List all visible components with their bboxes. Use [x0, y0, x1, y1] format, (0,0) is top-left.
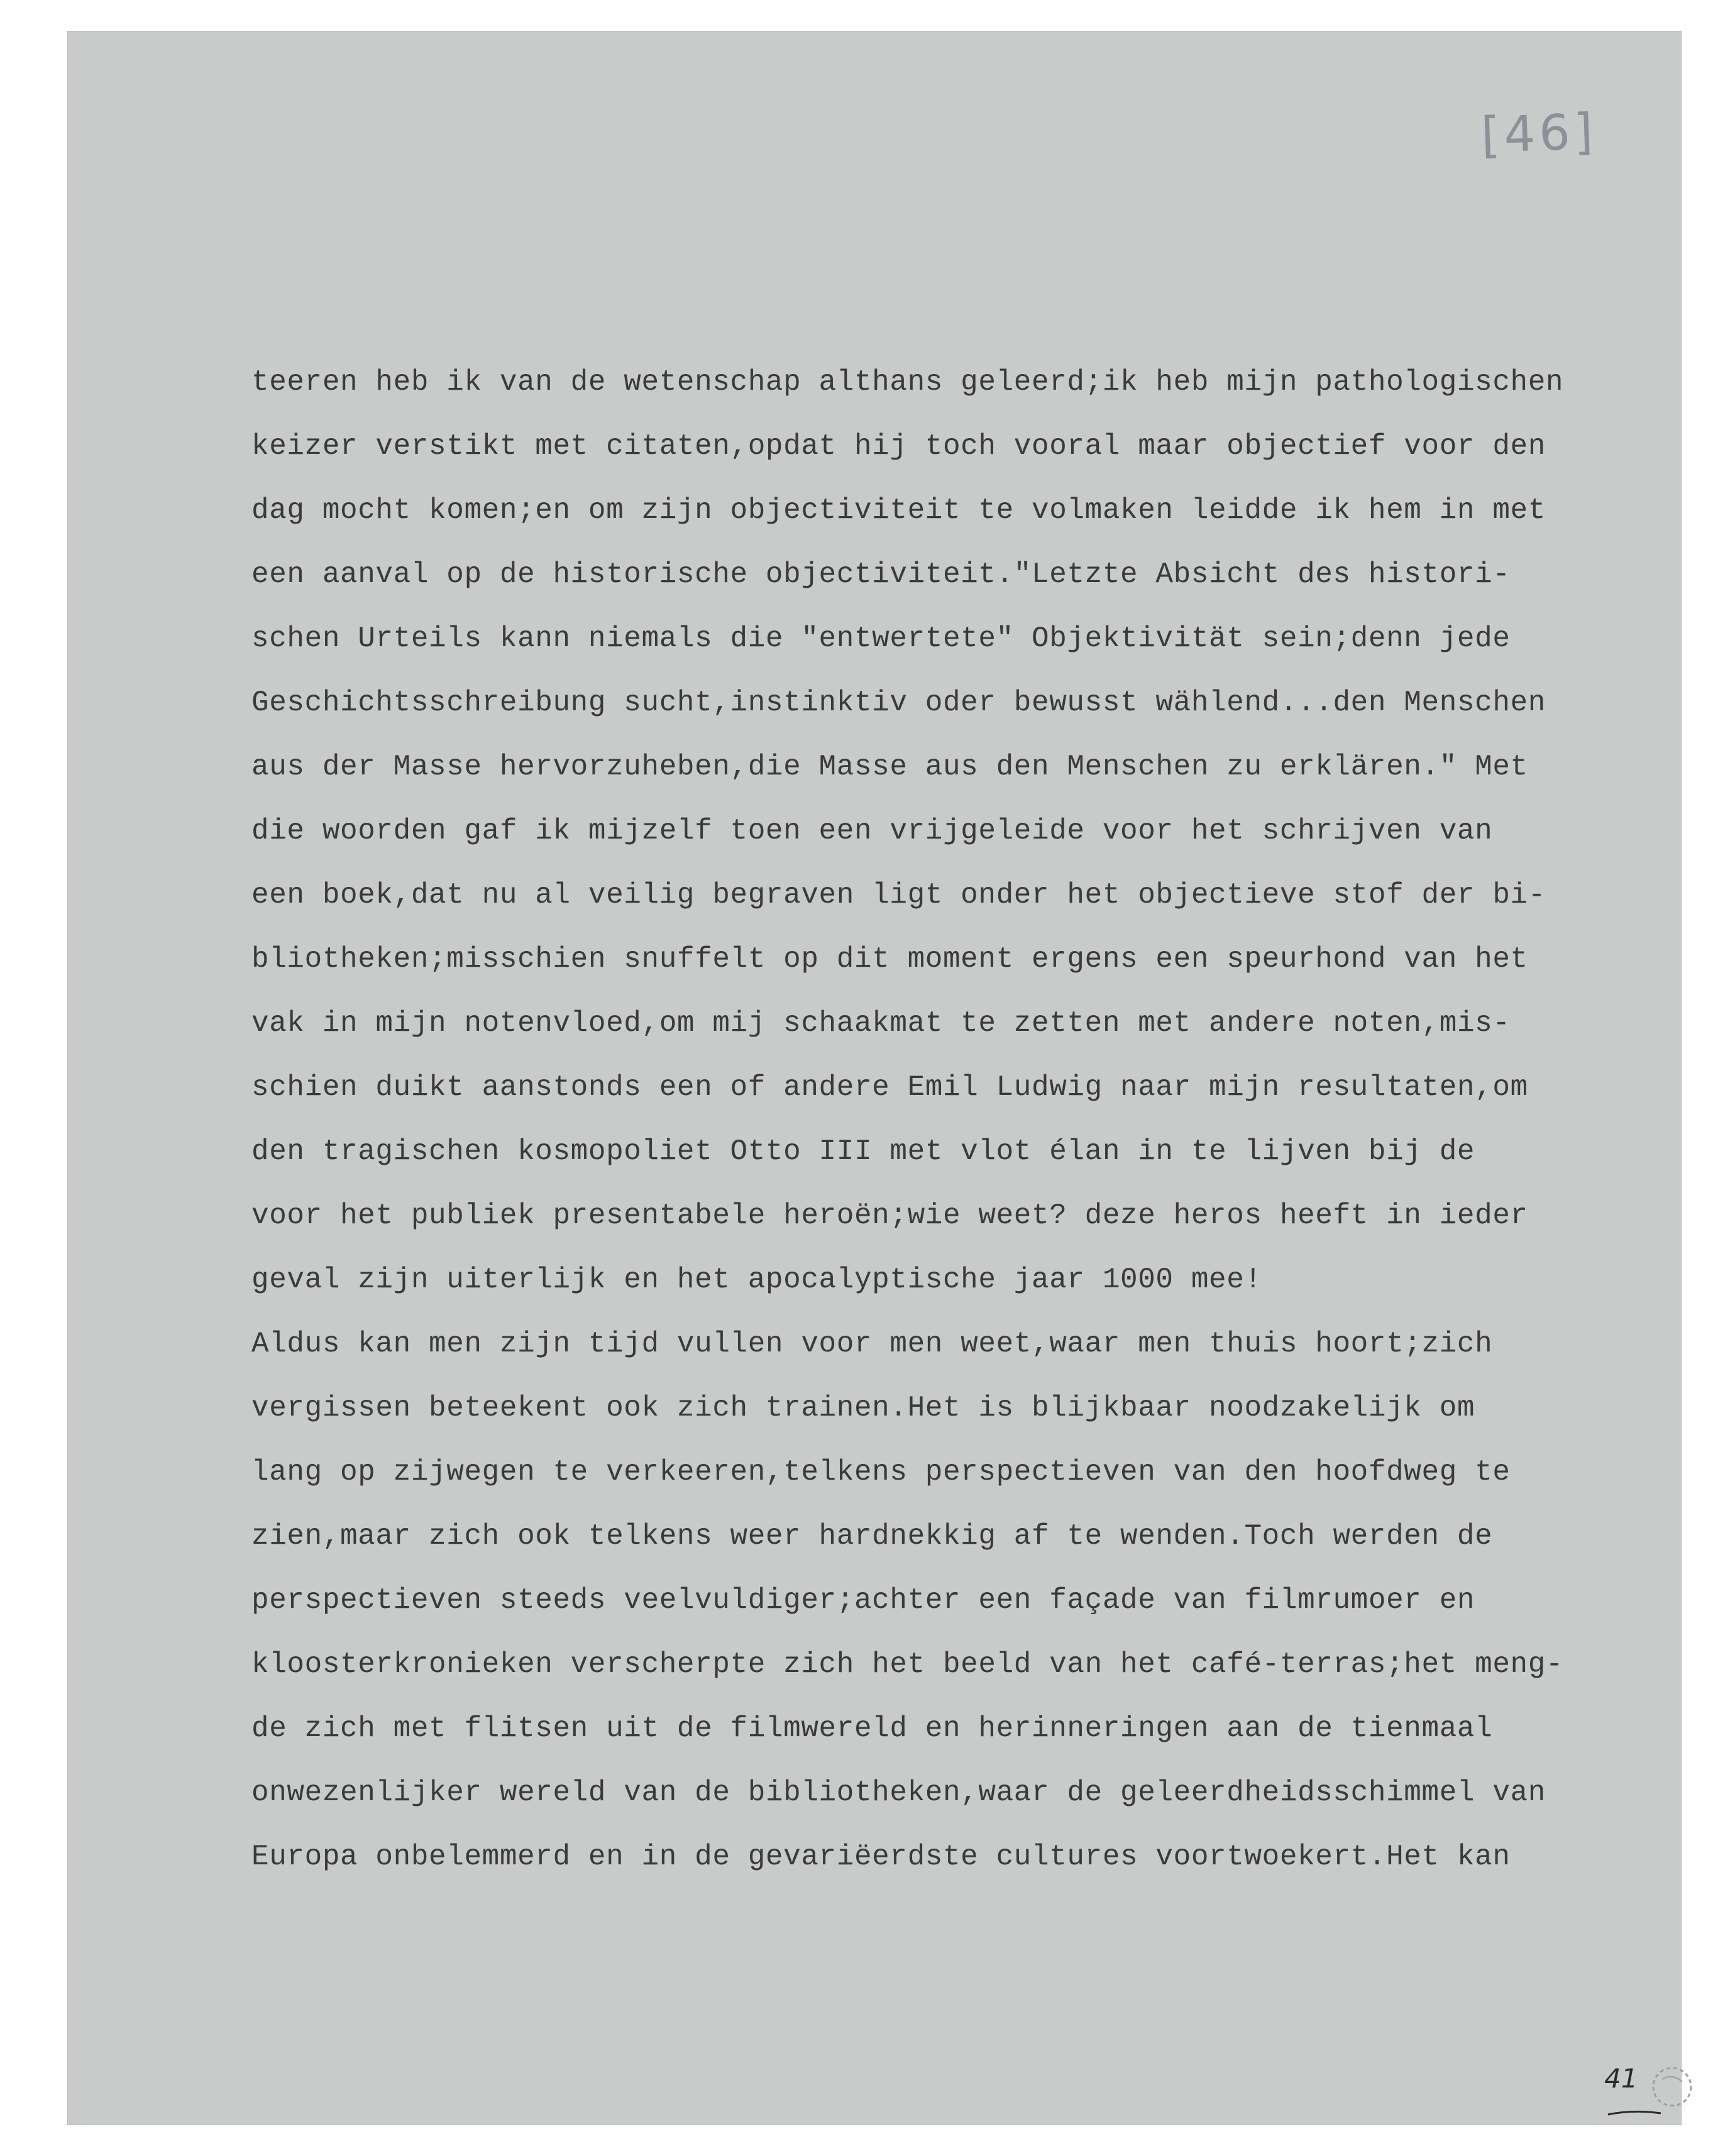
text-line: dag mocht komen;en om zijn objectiviteit te volmaken leidde ik hem in met	[251, 494, 1546, 527]
text-line: Geschichtsschreibung sucht,instinktiv oder bewusst wählend...den Menschen	[251, 686, 1546, 719]
text-line: keizer verstikt met citaten,opdat hij toch vooral maar objectief voor den	[251, 430, 1546, 463]
text-line: geval zijn uiterlijk en het apocalyptische jaar 1000 mee!	[251, 1263, 1262, 1296]
page-number-pencil: 41	[1604, 2063, 1638, 2094]
text-line: een boek,dat nu al veilig begraven ligt onder het objectieve stof der bi-	[251, 879, 1546, 911]
text-line: de zich met flitsen uit de filmwereld en herinneringen aan de tienmaal	[251, 1712, 1493, 1745]
text-line: vergissen beteekent ook zich trainen.Het is blijkbaar noodzakelijk om	[251, 1392, 1475, 1424]
text-line: voor het publiek presentabele heroën;wie weet? deze heros heeft in ieder	[251, 1199, 1528, 1232]
text-line: zien,maar zich ook telkens weer hardnekkig af te wenden.Toch werden de	[251, 1520, 1493, 1553]
text-line: aus der Masse hervorzuheben,die Masse aus den Menschen zu erklären." Met	[251, 751, 1528, 783]
text-line: bliotheken;misschien snuffelt op dit moment ergens een speurhond van het	[251, 943, 1528, 976]
text-line: teeren heb ik van de wetenschap althans geleerd;ik heb mijn pathologischen	[251, 366, 1564, 399]
text-line: kloosterkronieken verscherpte zich het beeld van het café-terras;het meng-	[251, 1648, 1564, 1681]
text-line: die woorden gaf ik mijzelf toen een vrijgeleide voor het schrijven van	[251, 815, 1493, 847]
text-line: Aldus kan men zijn tijd vullen voor men weet,waar men thuis hoort;zich	[251, 1328, 1493, 1360]
text-line: Europa onbelemmerd en in de gevariëerdste cultures voortwoekert.Het kan	[251, 1840, 1511, 1873]
text-line: perspectieven steeds veelvuldiger;achter een façade van filmrumoer en	[251, 1584, 1475, 1617]
text-line: lang op zijwegen te verkeeren,telkens perspectieven van den hoofdweg te	[251, 1456, 1511, 1488]
text-line: schen Urteils kann niemals die "entwertete" Objektivität sein;denn jede	[251, 622, 1511, 655]
text-line: schien duikt aanstonds een of andere Emil Ludwig naar mijn resultaten,om	[251, 1071, 1528, 1104]
document-page	[68, 31, 1681, 2125]
text-line: een aanval op de historische objectiviteit."Letzte Absicht des histori-	[251, 558, 1511, 591]
text-line: onwezenlijker wereld van de bibliotheken,waar de geleerdheidsschimmel van	[251, 1776, 1546, 1809]
text-line: den tragischen kosmopoliet Otto III met vlot élan in te lijven bij de	[251, 1135, 1475, 1168]
folio-number: [46]	[1480, 103, 1598, 165]
text-line: vak in mijn notenvloed,om mij schaakmat te zetten met andere noten,mis-	[251, 1007, 1511, 1040]
